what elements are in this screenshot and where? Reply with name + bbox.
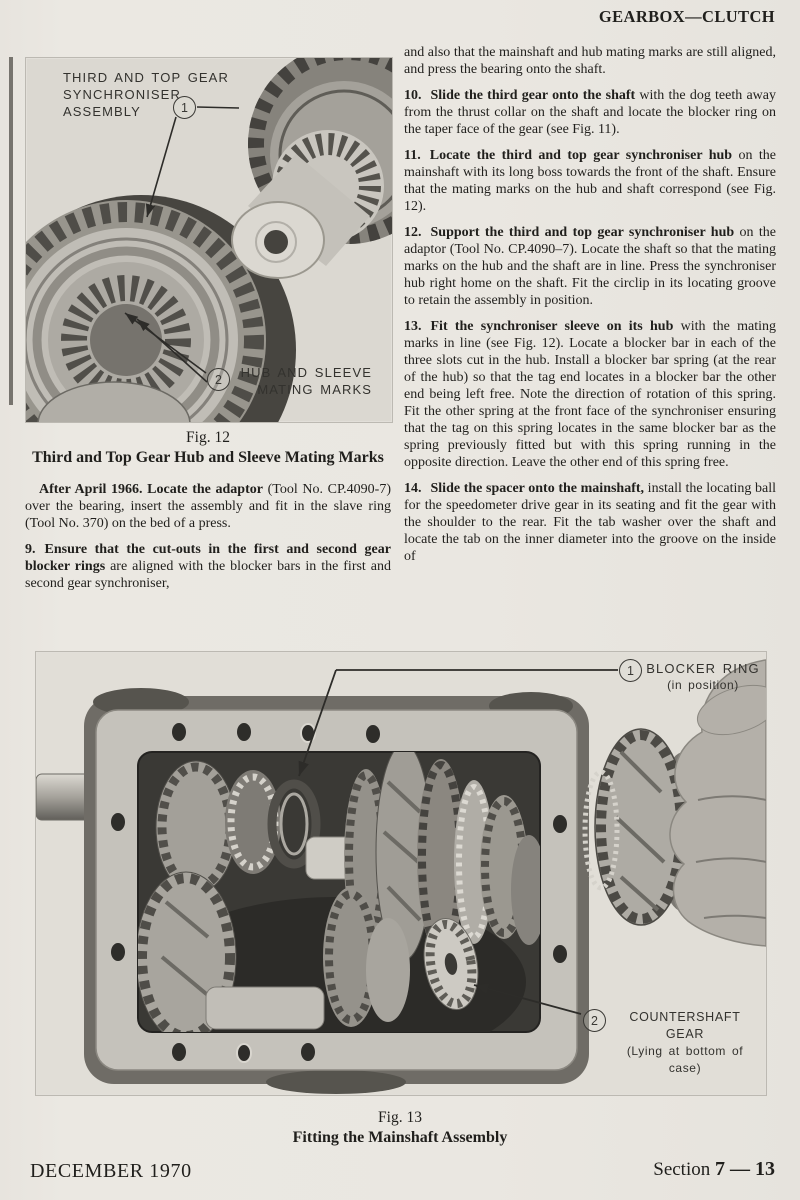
fig12-number: Fig. 12 (186, 429, 230, 446)
fig13-callout-1-number: 1 (619, 659, 642, 682)
fig12-callout-1-number: 1 (173, 96, 196, 119)
fig12-photo (25, 57, 393, 423)
paragraph-14: 14. Slide the spacer onto the mainshaft, install the locating ball for the speedometer drive gear in its seating and fit the gear with the shoulder to the rear. Fit the tab washer over the shaft and locate the tab on the inner diameter into the groove on the inside of (404, 481, 777, 564)
fig13-caption (0, 1109, 800, 1147)
fig12-caption (25, 429, 391, 467)
fig12-title: Third and Top Gear Hub and Sleeve Mating Marks (32, 449, 384, 466)
paragraph-9: 9. Ensure that the cut-outs in the first and second gear blocker rings are aligned with the blocker bars in the first and second gear synchroniser, (25, 542, 391, 591)
fig13-callout-1-label: BLOCKER RING (in position) (646, 661, 760, 692)
paragraph-10: 10. Slide the third gear onto the shaft with the dog teeth away from the thrust collar on the shaft and locate the blocker ring on the taper face of the gear (see Fig. 11). (404, 88, 776, 137)
fig13-title: Fitting the Mainshaft Assembly (292, 1129, 508, 1146)
paragraph-13: 13. Fit the synchroniser sleeve on its hub with the mating marks in line (see Fig. 12). Locate a blocker bar in each of the three slots cut in the hub. Install a blocker bar spring (at the rear of the hub) so that the tag end locates in a blocker bar the other end being left free. Note the direction of rotation of this spring. Fit the other spring at the front face of the synchroniser ensuring that the tag on this spring locates in the same blocker bar as the spring previously fitted but with this spring running in the opposite direction. Leave the other end of this spring free. (404, 319, 776, 470)
fig12-right-assembly (232, 58, 392, 278)
page-header: GEARBOX—CLUTCH (598, 7, 775, 26)
footer-section: Section 7 — 13 (653, 1158, 775, 1180)
fig13-photo (35, 651, 767, 1096)
scan-edge-line (9, 57, 13, 405)
paragraph-after-april: After April 1966. Locate the adaptor (Tool No. CP.4090-7) over the bearing, insert the assembly and fit in the slave ring (Tool No. 370) on the bed of a press. (25, 482, 391, 531)
left-column (25, 57, 391, 601)
paragraph-11: 11. Locate the third and top gear synchroniser hub on the mainshaft with its long boss towards the front of the shaft. Ensure that the mating marks on the hub and shaft correspond (see Fig. 12). (404, 148, 776, 214)
fig13-callout-2-number: 2 (583, 1009, 606, 1032)
right-column (404, 44, 776, 574)
fig12-callout-2-label: HUB AND SLEEVE MATING MARKS (240, 365, 372, 397)
fig12-callout-1-label: THIRD AND TOP GEAR SYNCHRONISER ASSEMBLY (63, 70, 229, 119)
paragraph-intro: and also that the mainshaft and hub mating marks are still aligned, and press the bearing onto the shaft. (404, 45, 776, 77)
paragraph-12: 12. Support the third and top gear synchroniser hub on the adaptor (Tool No. CP.4090–7). Locate the shaft so that the mating marks on the hub and the shaft are in line. Press the synchroniser hub right home on the shaft. Fit the circlip in its locating groove to retain the assembly in position. (404, 225, 776, 308)
fig13-callout-2-label: COUNTERSHAFT GEAR (Lying at bottom of case) (626, 1010, 744, 1075)
fig13-hand (670, 660, 766, 946)
fig13-number: Fig. 13 (378, 1109, 422, 1126)
fig12-callout-2-number: 2 (207, 368, 230, 391)
footer-date: DECEMBER 1970 (30, 1160, 192, 1182)
